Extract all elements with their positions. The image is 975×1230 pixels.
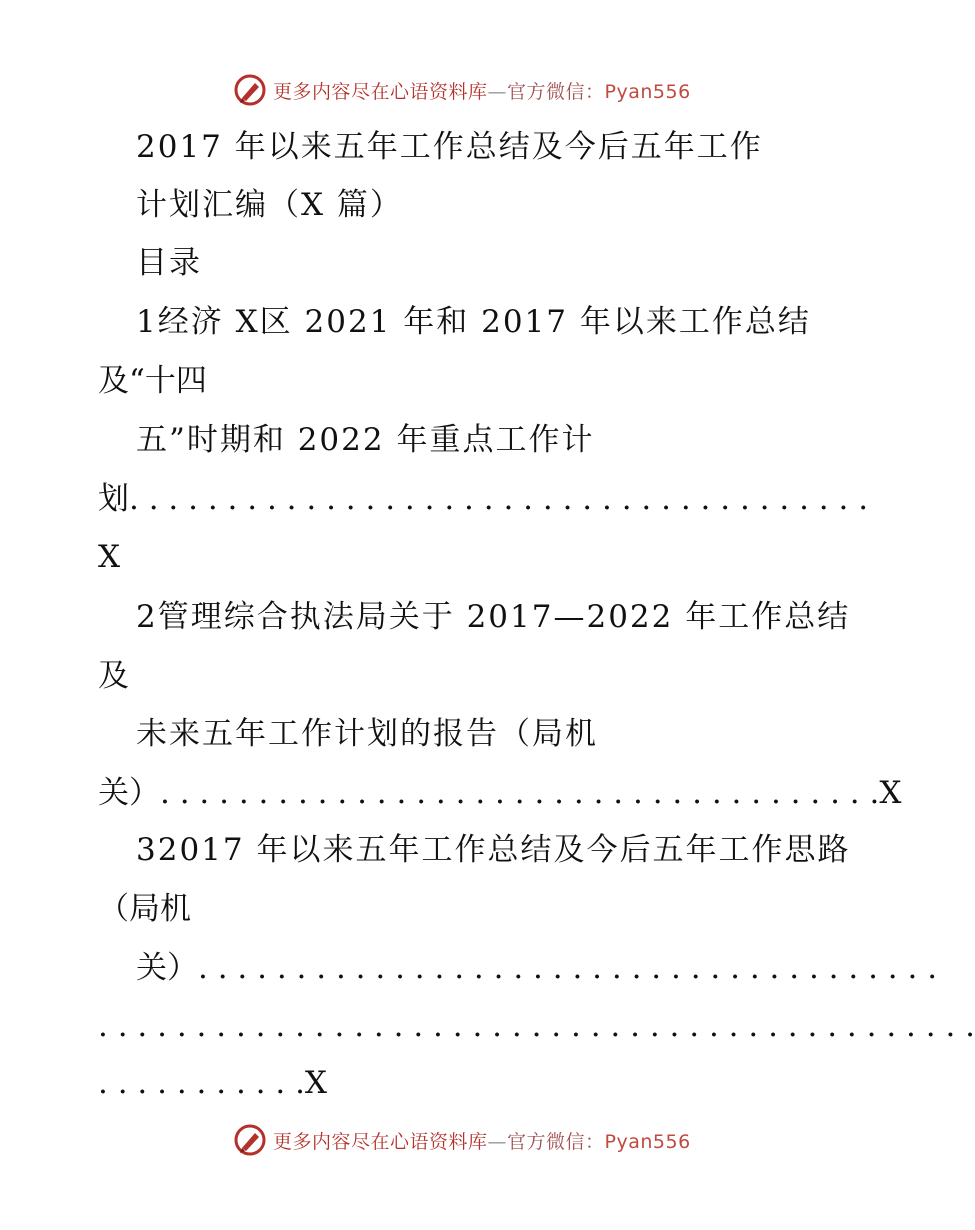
toc-entry-1-page: X xyxy=(98,539,121,575)
toc-entry-1-line-2: 及“十四 xyxy=(98,363,207,399)
pen-logo-icon xyxy=(233,1123,267,1157)
footer-banner-text xyxy=(273,1127,691,1154)
toc-entry-3-line-3: 关）. . . . . . . . . . . . . . . . . . . . . . . . . . . . . . . . . . . . . . xyxy=(136,950,938,986)
toc-heading: 目录 xyxy=(136,245,202,281)
document-title-line-2: 计划汇编（X 篇） xyxy=(136,187,403,223)
toc-entry-2-line-1: 2管理综合执法局关于 2017—2022 年工作总结 xyxy=(136,599,851,635)
toc-entry-3-line-1: 32017 年以来五年工作总结及今后五年工作思路 xyxy=(136,832,851,868)
toc-entry-1-line-3: 五”时期和 2022 年重点工作计 xyxy=(136,422,595,458)
pen-logo-icon xyxy=(233,73,267,107)
banner-wechat-label: 官方微信： xyxy=(507,1130,605,1153)
banner-brand: 更多内容尽在心语资料库 xyxy=(273,1130,488,1153)
toc-entry-2-leader: 关）. . . . . . . . . . . . . . . . . . . . . . . . . . . . . . . . . . . . .X xyxy=(98,775,902,811)
toc-entry-3-leader-2: . . . . . . . . . . . . . . . . . . . . . . . . . . . . . . . . . . . . . . . . . . . . . xyxy=(98,1008,975,1044)
banner-dash: — xyxy=(487,1130,508,1153)
toc-entry-2-line-2: 及 xyxy=(98,658,129,694)
banner-wechat-label: 官方微信： xyxy=(507,80,605,103)
header-banner-text xyxy=(273,77,691,104)
toc-entry-2-line-3: 未来五年工作计划的报告（局机 xyxy=(136,716,598,752)
toc-entry-1-line-1: 1经济 X区 2021 年和 2017 年以来工作总结 xyxy=(136,304,811,340)
banner-brand: 更多内容尽在心语资料库 xyxy=(273,80,488,103)
banner-wechat-id: Pyan556 xyxy=(604,80,691,103)
toc-entry-3-leader-3: . . . . . . . . . . .X xyxy=(98,1065,328,1101)
toc-entry-1-leader: 划. . . . . . . . . . . . . . . . . . . . . . . . . . . . . . . . . . . . . . xyxy=(98,481,869,517)
header-banner xyxy=(233,73,691,107)
banner-wechat-id: Pyan556 xyxy=(604,1130,691,1153)
toc-entry-3-line-2: （局机 xyxy=(98,891,191,927)
document-title-line-1: 2017 年以来五年工作总结及今后五年工作 xyxy=(136,129,763,165)
footer-banner xyxy=(233,1123,691,1157)
banner-dash: — xyxy=(487,80,508,103)
